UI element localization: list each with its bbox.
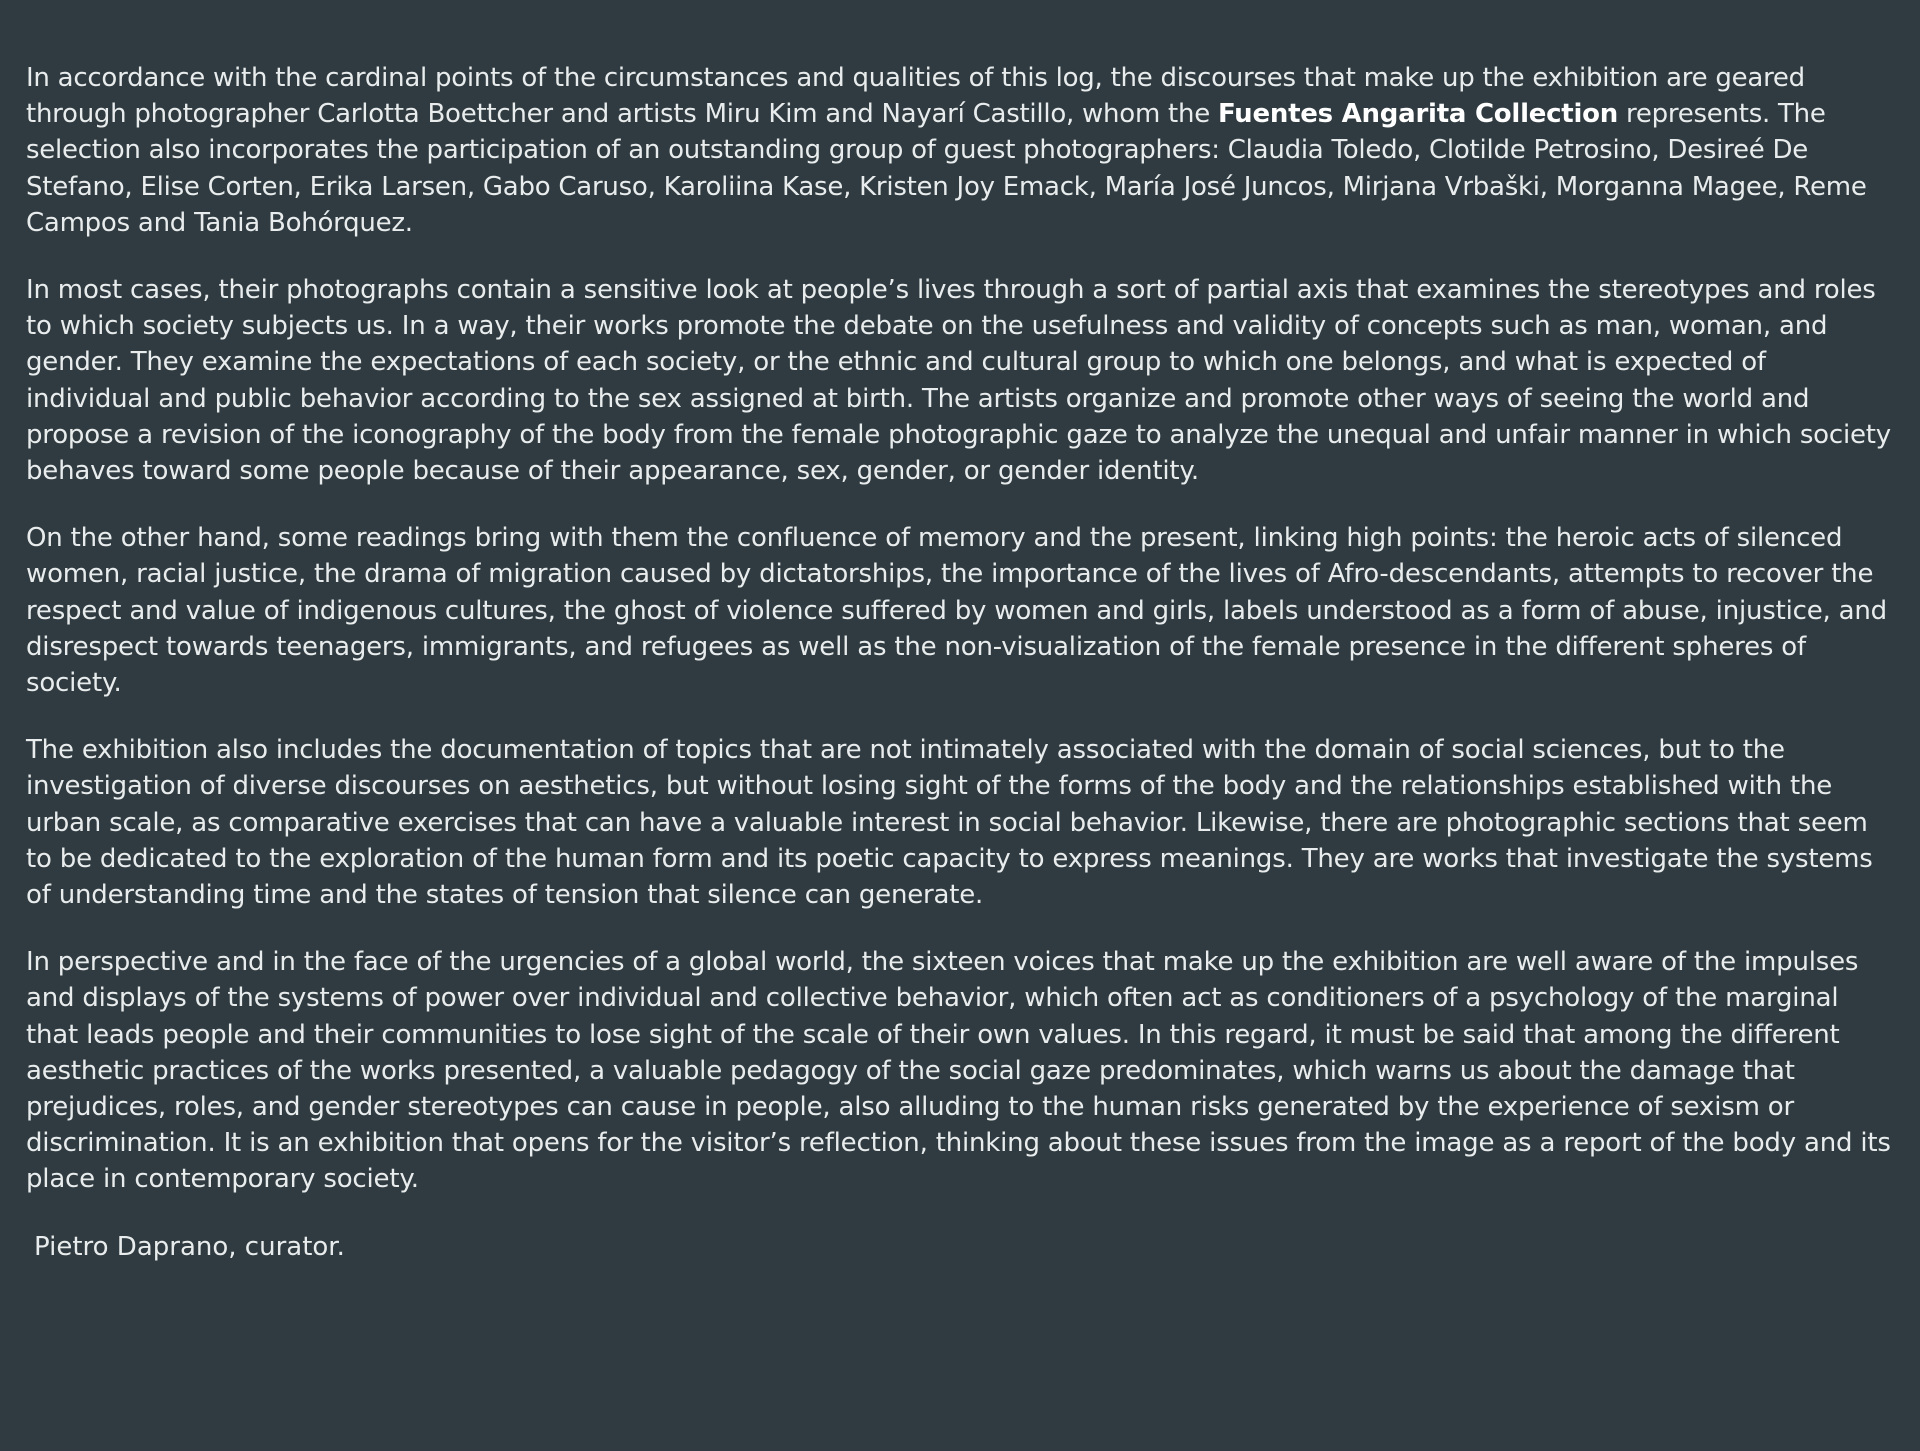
paragraph-1 [26, 60, 1894, 241]
curatorial-statement [26, 60, 1894, 1265]
paragraph-1-intro: In accordance with the cardinal points of the circumstances and qualities of this log, the discourses that make up the exhibition are geared through photographer Carlotta Boettcher and artists Miru Kim and Nayarí Castillo, whom the [26, 63, 1805, 130]
paragraph-5: In perspective and in the face of the urgencies of a global world, the sixteen voices that make up the exhibition are well aware of the impulses and displays of the systems of power over individual and collective behavior, which often act as conditioners of a psychology of the marginal that leads people and their communities to lose sight of the scale of their own values. In this regard, it must be said that among the different aesthetic practices of the works presented, a valuable pedagogy of the social gaze predominates, which warns us about the damage that prejudices, roles, and gender stereotypes can cause in people, also alluding to the human risks generated by the experience of sexism or discrimination. It is an exhibition that opens for the visitor’s reflection, thinking about these issues from the image as a report of the body and its place in contemporary society. [26, 947, 1891, 1195]
paragraph-2: In most cases, their photographs contain a sensitive look at people’s lives through a sort of partial axis that examines the stereotypes and roles to which society subjects us. In a way, their works promote the debate on the usefulness and validity of concepts such as man, woman, and gender. They examine the expectations of each society, or the ethnic and cultural group to which one belongs, and what is expected of individual and public behavior according to the sex assigned at birth. The artists organize and promote other ways of seeing the world and propose a revision of the iconography of the body from the female photographic gaze to analyze the unequal and unfair manner in which society behaves toward some people because of their appearance, sex, gender, or gender identity. [26, 275, 1891, 487]
collection-name: Fuentes Angarita Collection [1217, 99, 1619, 130]
curator-signature: Pietro Daprano, curator. [34, 1231, 345, 1262]
paragraph-1-rest: represents. The selection also incorporates the participation of an outstanding group of guest photographers: Claudia Toledo, Clotilde Petrosino, Desireé De Stefano, Elise Corten, Erika Larsen, Gabo Caruso, Karoliina Kase, Kristen Joy Emack, María José Juncos, Mirjana Vrbaški, Morganna Magee, Reme Campos and Tania Bohórquez. [26, 99, 1867, 238]
paragraph-3: On the other hand, some readings bring with them the confluence of memory and the present, linking high points: the heroic acts of silenced women, racial justice, the drama of migration caused by dictatorships, the importance of the lives of Afro-descendants, attempts to recover the respect and value of indigenous cultures, the ghost of violence suffered by women and girls, labels understood as a form of abuse, injustice, and disrespect towards teenagers, immigrants, and refugees as well as the non-visualization of the female presence in the different spheres of society. [26, 523, 1887, 699]
paragraph-4: The exhibition also includes the documentation of topics that are not intimately associated with the domain of social sciences, but to the investigation of diverse discourses on aesthetics, but without losing sight of the forms of the body and the relationships established with the urban scale, as comparative exercises that can have a valuable interest in social behavior. Likewise, there are photographic sections that seem to be dedicated to the exploration of the human form and its poetic capacity to express meanings. They are works that investigate the systems of understanding time and the states of tension that silence can generate. [26, 735, 1873, 911]
